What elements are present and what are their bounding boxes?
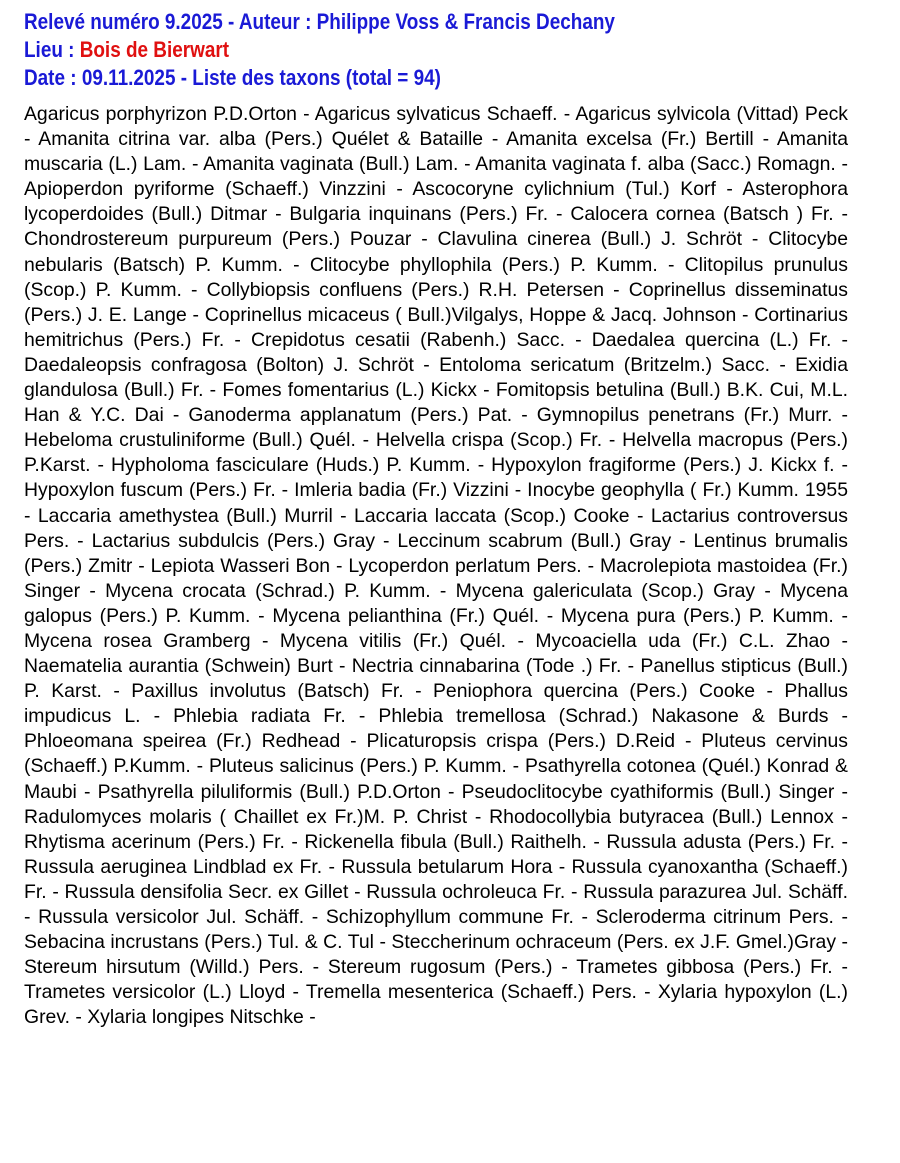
place-label: Lieu : [24, 37, 80, 62]
releve-author-line: Relevé numéro 9.2025 - Auteur : Philippe Voss & Francis Dechany [24, 9, 615, 34]
place-line [24, 36, 764, 64]
place-value: Bois de Bierwart [79, 37, 230, 62]
document-header [24, 8, 764, 92]
taxa-list: Agaricus porphyrizon P.D.Orton - Agaricus sylvaticus Schaeff. - Agaricus sylvicola (Vittad) Peck - Amanita citrina var. alba (Pers.) Quélet & Bataille - Amanita excelsa (Fr.) Bertill - Amanita muscaria (L.) Lam. - Amanita vaginata (Bull.) Lam. - Amanita vaginata f. alba (Sacc.) Romagn. - Apioperdon pyriforme (Schaeff.) Vinzzini - Ascocoryne cylichnium (Tul.) Korf - Asterophora lycoperdoides (Bull.) Ditmar - Bulgaria inquinans (Pers.) Fr. - Calocera cornea (Batsch ) Fr. - Chondrostereum purpureum (Pers.) Pouzar - Clavulina cinerea (Bull.) J. Schröt - Clitocybe nebularis (Batsch) P. Kumm. - Clitocybe phyllophila (Pers.) P. Kumm. - Clitopilus prunulus (Scop.) P. Kumm. - Collybiopsis confluens (Pers.) R.H. Petersen - Coprinellus disseminatus (Pers.) J. E. Lange - Coprinellus micaceus ( Bull.)Vilgalys, Hoppe & Jacq. Johnson - Cortinarius hemitrichus (Pers.) Fr. - Crepidotus cesatii (Rabenh.) Sacc. - Daedalea quercina (L.) Fr. - Daedaleopsis confragosa (Bolton) J. Schröt - Entoloma sericatum (Britzelm.) Sacc. - Exidia glandulosa (Bull.) Fr. - Fomes fomentarius (L.) Kickx - Fomitopsis betulina (Bull.) B.K. Cui, M.L. Han & Y.C. Dai - Ganoderma applanatum (Pers.) Pat. - Gymnopilus penetrans (Fr.) Murr. - Hebeloma crustuliniforme (Bull.) Quél. - Helvella crispa (Scop.) Fr. - Helvella macropus (Pers.) P.Karst. - Hypholoma fasciculare (Huds.) P. Kumm. - Hypoxylon fragiforme (Pers.) J. Kickx f. - Hypoxylon fuscum (Pers.) Fr. - Imleria badia (Fr.) Vizzini - Inocybe geophylla ( Fr.) Kumm. 1955 - Laccaria amethystea (Bull.) Murril - Laccaria laccata (Scop.) Cooke - Lactarius controversus Pers. - Lactarius subdulcis (Pers.) Gray - Leccinum scabrum (Bull.) Gray - Lentinus brumalis (Pers.) Zmitr - Lepiota Wasseri Bon - Lycoperdon perlatum Pers. - Macrolepiota mastoidea (Fr.) Singer - Mycena crocata (Schrad.) P. Kumm. - Mycena galericulata (Scop.) Gray - Mycena galopus (Pers.) P. Kumm. - Mycena pelianthina (Fr.) Quél. - Mycena pura (Pers.) P. Kumm. - Mycena rosea Gramberg - Mycena vitilis (Fr.) Quél. - Mycoaciella uda (Fr.) C.L. Zhao - Naematelia aurantia (Schwein) Burt - Nectria cinnabarina (Tode .) Fr. - Panellus stipticus (Bull.) P. Karst. - Paxillus involutus (Batsch) Fr. - Peniophora quercina (Pers.) Cooke - Phallus impudicus L. - Phlebia radiata Fr. - Phlebia tremellosa (Schrad.) Nakasone & Burds - Phloeomana speirea (Fr.) Redhead - Plicaturopsis crispa (Pers.) D.Reid - Pluteus cervinus (Schaeff.) P.Kumm. - Pluteus salicinus (Pers.) P. Kumm. - Psathyrella cotonea (Quél.) Konrad & Maubi - Psathyrella piluliformis (Bull.) P.D.Orton - Pseudoclitocybe cyathiformis (Bull.) Singer - Radulomyces molaris ( Chaillet ex Fr.)M. P. Christ - Rhodocollybia butyracea (Bull.) Lennox - Rhytisma acerinum (Pers.) Fr. - Rickenella fibula (Bull.) Raithelh. - Russula adusta (Pers.) Fr. - Russula aeruginea Lindblad ex Fr. - Russula betularum Hora - Russula cyanoxantha (Schaeff.) Fr. - Russula densifolia Secr. ex Gillet - Russula ochroleuca Fr. - Russula parazurea Jul. Schäff. - Russula versicolor Jul. Schäff. - Schizophyllum commune Fr. - Scleroderma citrinum Pers. - Sebacina incrustans (Pers.) Tul. & C. Tul - Steccherinum ochraceum (Pers. ex J.F. Gmel.)Gray - Stereum hirsutum (Willd.) Pers. - Stereum rugosum (Pers.) - Trametes gibbosa (Pers.) Fr. - Trametes versicolor (L.) Lloyd - Tremella mesenterica (Schaeff.) Pers. - Xylaria hypoxylon (L.) Grev. - Xylaria longipes Nitschke - [24, 103, 848, 1029]
date-taxa-line: Date : 09.11.2025 - Liste des taxons (total = 94) [24, 65, 441, 90]
